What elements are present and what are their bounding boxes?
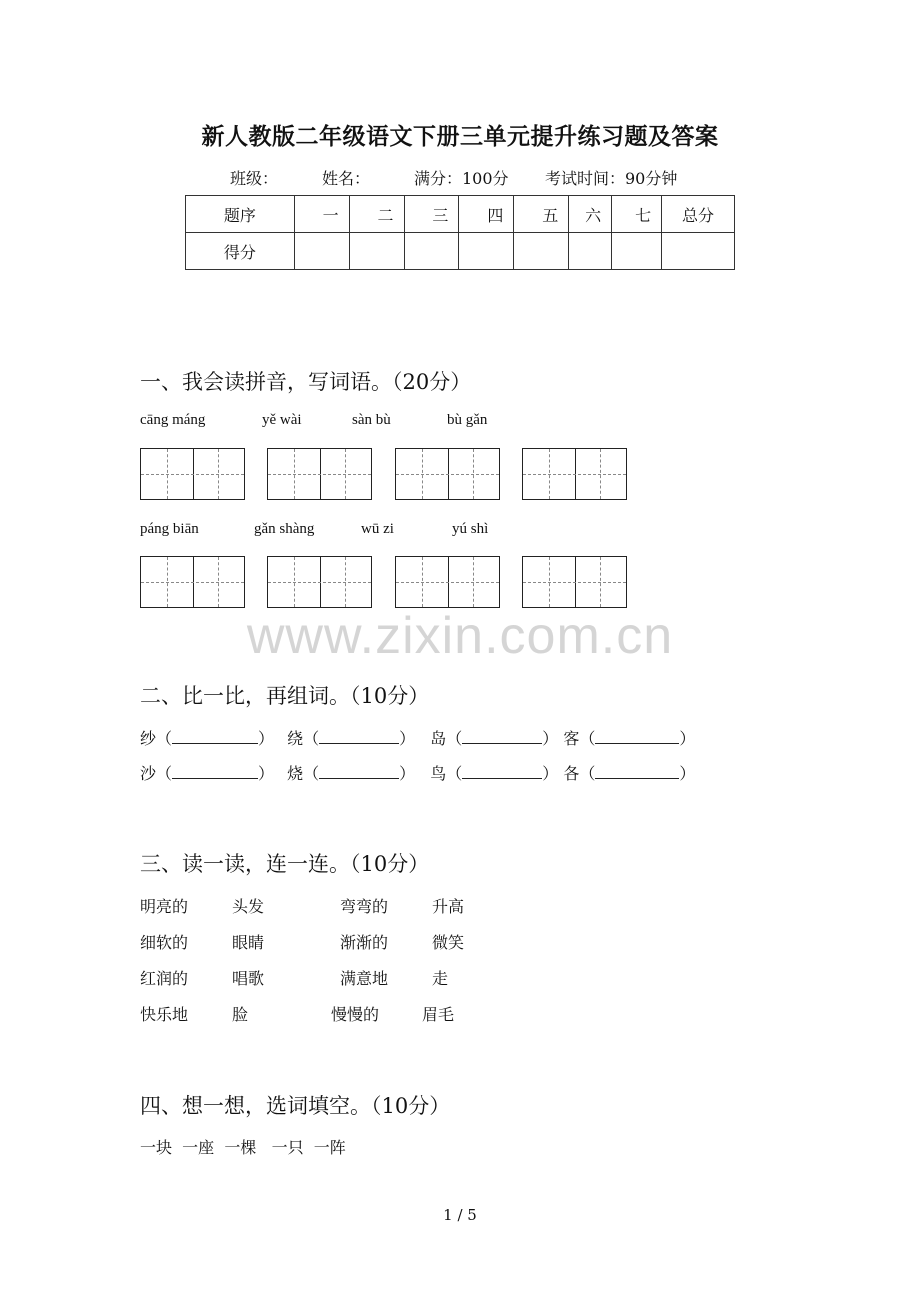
pinyin-label: bù gǎn: [447, 412, 488, 428]
student-info-line: [0, 166, 920, 190]
match-word[interactable]: 头发: [232, 897, 265, 916]
score-cell[interactable]: [514, 233, 569, 270]
character: 鸟: [430, 764, 447, 783]
header-cell: 三: [404, 196, 459, 233]
match-word[interactable]: 脸: [232, 1005, 249, 1024]
score-cell[interactable]: [612, 233, 662, 270]
match-word[interactable]: 眼睛: [232, 933, 265, 952]
pinyin-label: yě wài: [262, 412, 302, 428]
section1-heading: 一、我会读拼音，写词语。（20分）: [140, 370, 472, 394]
score-cell[interactable]: [349, 233, 404, 270]
page-number: 1 / 5: [443, 1206, 477, 1224]
score-table-header-row: [186, 196, 735, 233]
header-cell: 总分: [662, 196, 735, 233]
pinyin-label: páng biān: [140, 521, 199, 537]
match-word[interactable]: 唱歌: [232, 969, 265, 988]
writing-grid-box[interactable]: [522, 448, 627, 500]
character: 各: [563, 764, 580, 783]
writing-grid-box[interactable]: [267, 556, 372, 608]
answer-blank[interactable]: [172, 729, 258, 744]
character: 烧: [287, 764, 304, 783]
score-cell[interactable]: [569, 233, 612, 270]
header-cell: 四: [459, 196, 514, 233]
header-cell: 五: [514, 196, 569, 233]
writing-grid-box[interactable]: [522, 556, 627, 608]
pinyin-label: sàn bù: [352, 412, 391, 428]
answer-blank[interactable]: [462, 764, 542, 779]
answer-blank[interactable]: [595, 764, 679, 779]
match-word[interactable]: 红润的: [140, 969, 189, 988]
writing-grid-box[interactable]: [140, 448, 245, 500]
header-cell: 六: [569, 196, 612, 233]
match-word[interactable]: 眉毛: [422, 1005, 455, 1024]
score-row-label: 得分: [186, 233, 295, 270]
page-title: 新人教版二年级语文下册三单元提升练习题及答案: [201, 123, 719, 150]
writing-grid-box[interactable]: [395, 448, 500, 500]
character: 沙: [140, 764, 157, 783]
character: 纱: [140, 729, 157, 748]
pinyin-label: wū zi: [361, 521, 394, 537]
answer-blank[interactable]: [319, 764, 399, 779]
char-pair-row: 纱（ ） 绕（ ） 岛（ ） 客（ ）: [140, 729, 696, 748]
character: 客: [563, 729, 580, 748]
header-cell: 题序: [186, 196, 295, 233]
score-table-score-row: [186, 233, 735, 270]
score-table: [185, 195, 735, 270]
pinyin-label: yú shì: [452, 521, 489, 537]
match-word[interactable]: 满意地: [340, 969, 389, 988]
header-cell: 一: [294, 196, 349, 233]
section3-heading: 三、读一读，连一连。（10分）: [140, 852, 430, 876]
match-word[interactable]: 快乐地: [140, 1005, 189, 1024]
writing-grid-box[interactable]: [140, 556, 245, 608]
answer-blank[interactable]: [462, 729, 542, 744]
score-cell[interactable]: [662, 233, 735, 270]
section4-heading: 四、想一想，选词填空。（10分）: [140, 1094, 451, 1118]
pinyin-label: cāng máng: [140, 412, 206, 428]
score-cell[interactable]: [404, 233, 459, 270]
exam-time-label: 考试时间：90分钟: [545, 169, 678, 188]
match-word[interactable]: 微笑: [432, 933, 465, 952]
match-word[interactable]: 升高: [432, 897, 465, 916]
header-cell: 二: [349, 196, 404, 233]
score-cell[interactable]: [459, 233, 514, 270]
score-cell[interactable]: [294, 233, 349, 270]
header-cell: 七: [612, 196, 662, 233]
answer-blank[interactable]: [595, 729, 679, 744]
word-options: 一块 一座 一棵 一只 一阵: [140, 1138, 346, 1157]
answer-blank[interactable]: [172, 764, 258, 779]
pinyin-label: gǎn shàng: [254, 521, 315, 537]
writing-grid-box[interactable]: [395, 556, 500, 608]
match-word[interactable]: 慢慢的: [331, 1005, 380, 1024]
match-word[interactable]: 细软的: [140, 933, 189, 952]
section2-heading: 二、比一比，再组词。（10分）: [140, 684, 430, 708]
class-label: 班级：: [230, 169, 279, 188]
answer-blank[interactable]: [319, 729, 399, 744]
writing-grid-box[interactable]: [267, 448, 372, 500]
char-pair-row: 沙（ ） 烧（ ） 鸟（ ） 各（ ）: [140, 764, 696, 783]
full-score-label: 满分：100分: [414, 169, 509, 188]
character: 绕: [287, 729, 304, 748]
character: 岛: [430, 729, 447, 748]
match-word[interactable]: 渐渐的: [340, 933, 389, 952]
match-word[interactable]: 走: [432, 969, 449, 988]
match-word[interactable]: 明亮的: [140, 897, 189, 916]
match-word[interactable]: 弯弯的: [340, 897, 389, 916]
name-label: 姓名：: [322, 169, 371, 188]
watermark: www.zixin.com.cn: [246, 607, 674, 665]
